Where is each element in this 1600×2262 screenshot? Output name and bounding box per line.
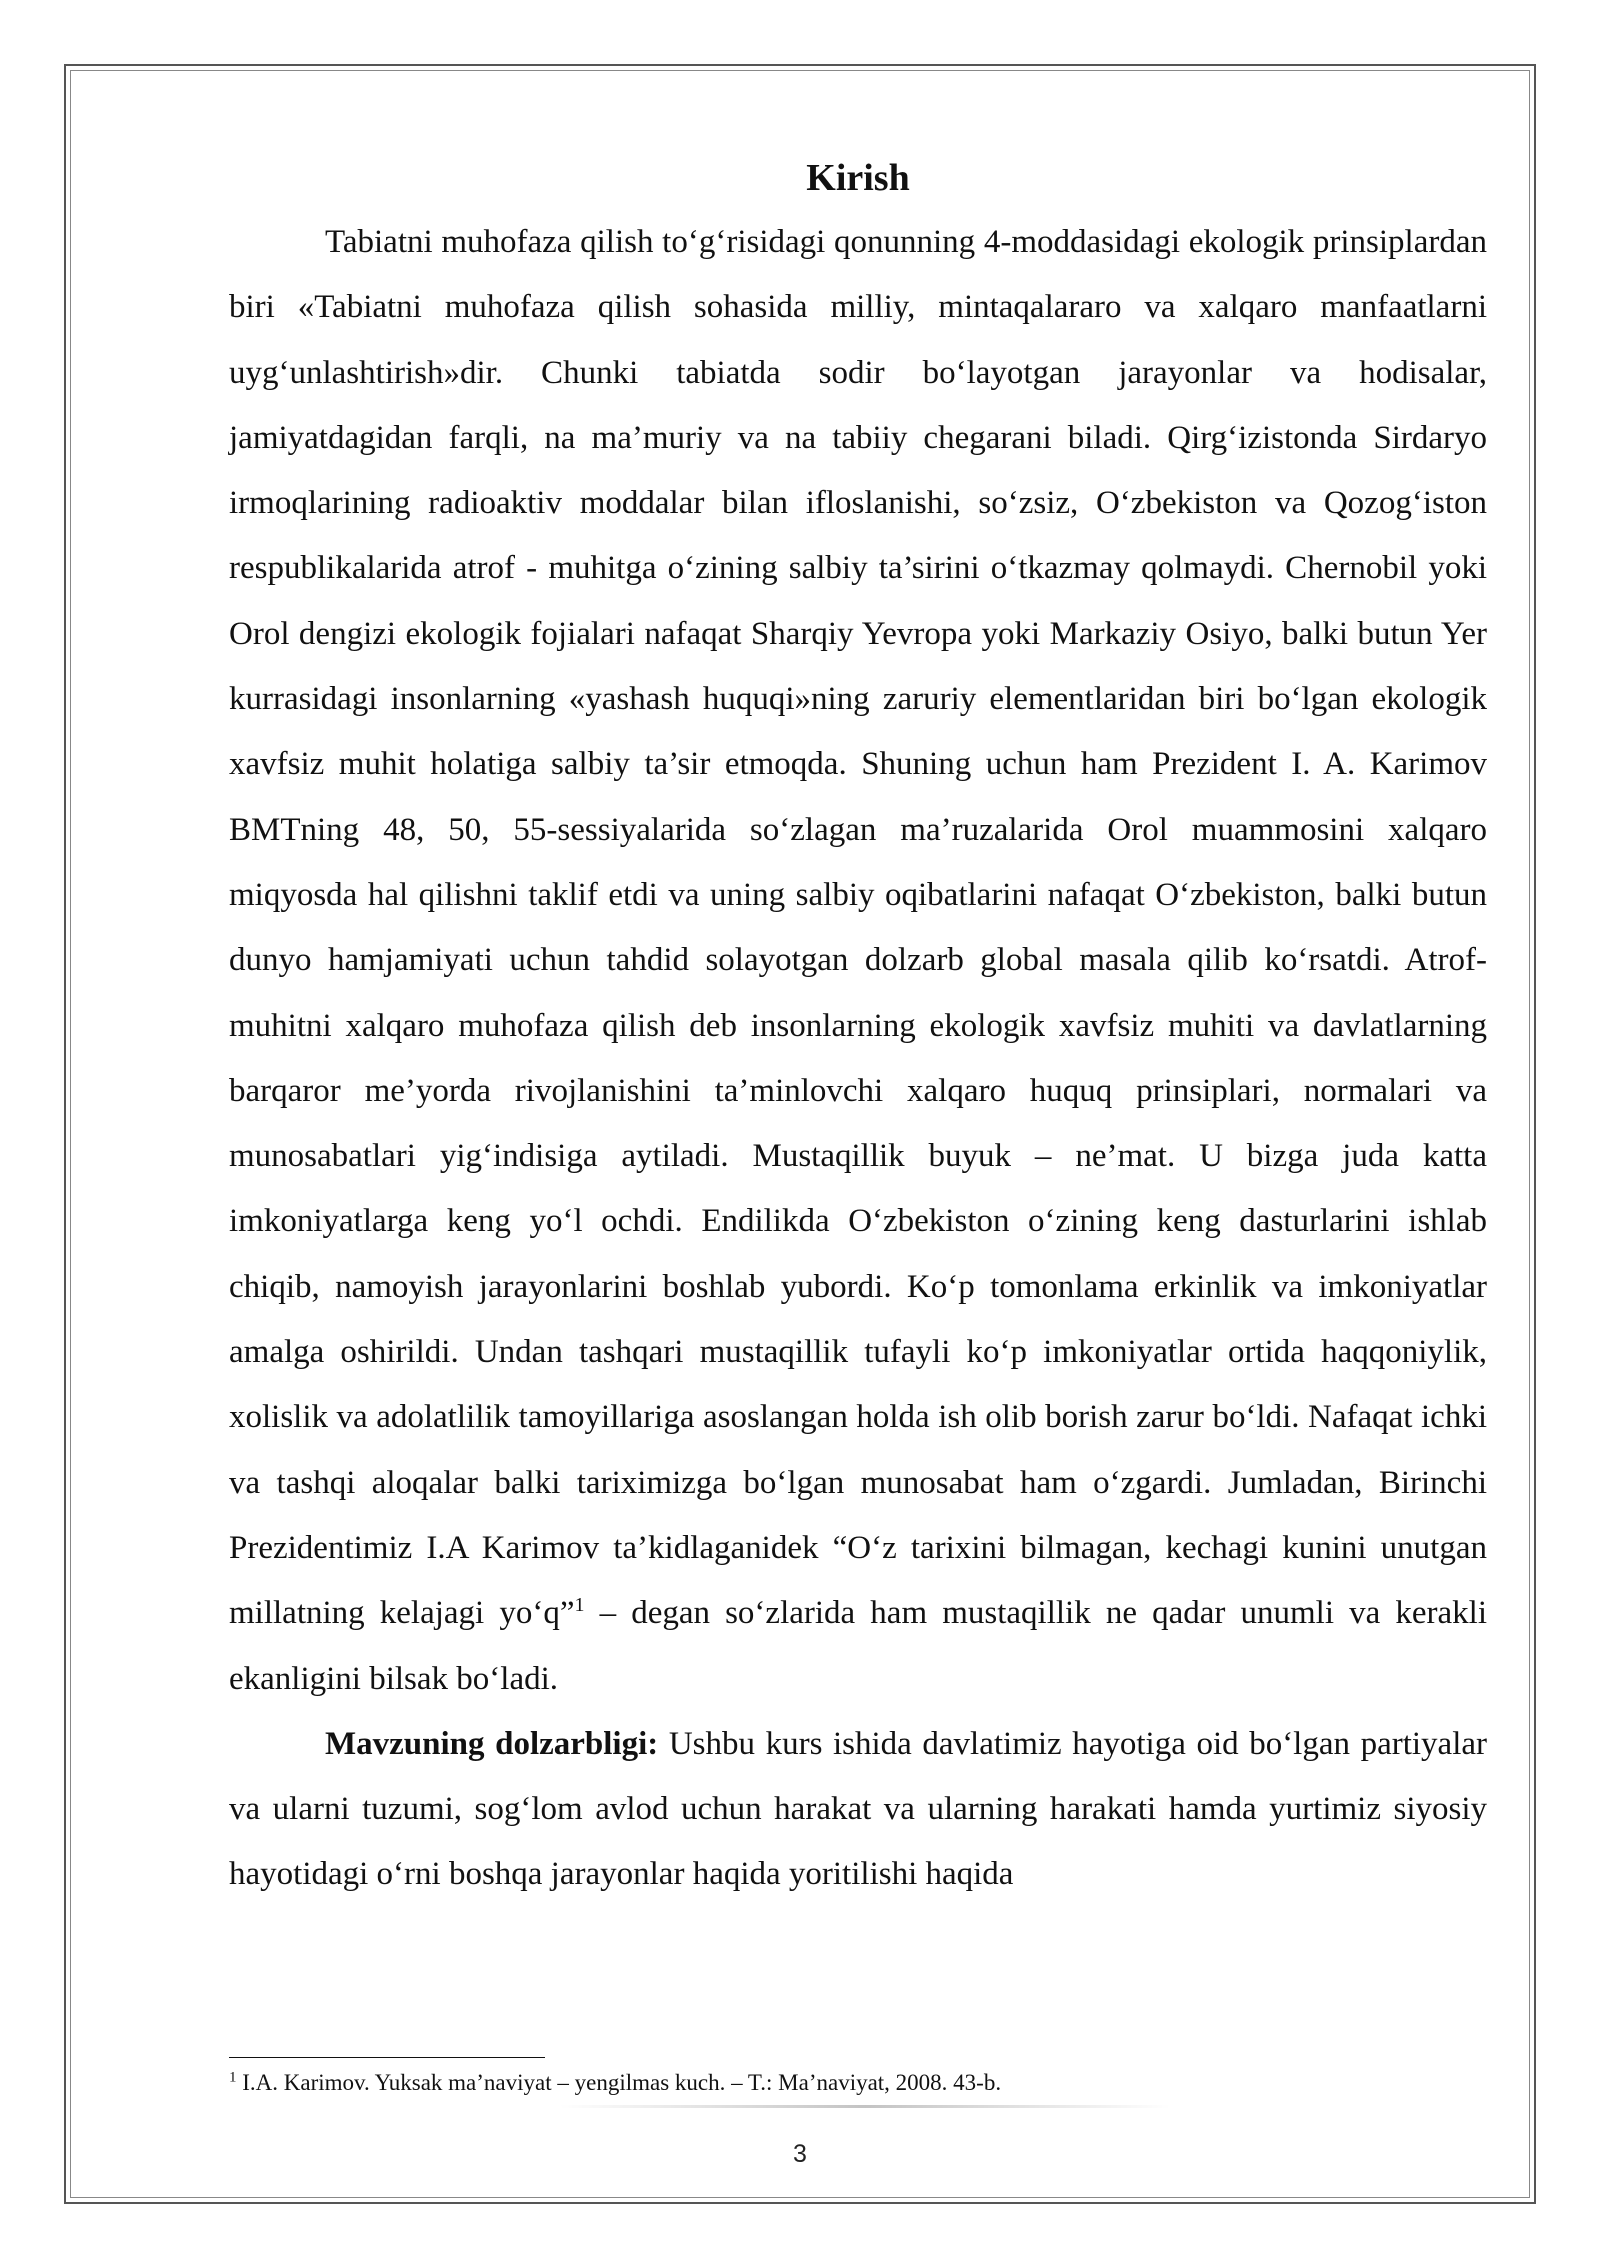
intro-paragraph bbox=[229, 210, 1487, 1712]
footnote-separator bbox=[229, 2057, 545, 2058]
footnote-marker: 1 bbox=[229, 2069, 237, 2086]
document-body bbox=[229, 146, 1487, 1908]
footnote bbox=[229, 2068, 1487, 2098]
scan-smudge bbox=[560, 2105, 1170, 2108]
footnote-text: I.A. Karimov. Yuksak ma’naviyat – yengilmas kuch. – T.: Ma’naviyat, 2008. 43-b. bbox=[236, 2070, 1002, 2095]
page-number: 3 bbox=[793, 2140, 807, 2168]
relevance-heading: Mavzuning dolzarbligi: bbox=[325, 1725, 659, 1762]
footnote-reference[interactable]: 1 bbox=[574, 1594, 585, 1617]
intro-paragraph-text: Tabiatni muhofaza qilish to‘g‘risidagi qonunning 4-moddasidagi ekologik prinsiplardan biri «Tabiatni muhofaza qilish sohasida milliy, mintaqalararo va xalqaro manfaatlarni uyg‘unlashtirish»dir. Chunki tabiatda sodir bo‘layotgan jarayonlar va hodisalar, jamiyatdagidan farqli, na ma’muriy va na tabiiy chegarani biladi. Qirg‘izistonda Sirdaryo irmoqlarining radioaktiv moddalar bilan ifloslanishi, so‘zsiz, O‘zbekiston va Qozog‘iston respublikalarida atrof - muhitga o‘zining salbiy ta’sirini o‘tkazmay qolmaydi. Chernobil yoki Orol dengizi ekologik fojialari nafaqat Sharqiy Yevropa yoki Markaziy Osiyo, balki butun Yer kurrasidagi insonlarning «yashash huquqi»ning zaruriy elementlaridan biri bo‘lgan ekologik xavfsiz muhit holatiga salbiy ta’sir etmoqda. Shuning uchun ham Prezident I. A. Karimov BMTning 48, 50, 55-sessiyalarida so‘zlagan ma’ruzalarida Orol muammosini xalqaro miqyosda hal qilishni taklif etdi va uning salbiy oqibatlarini nafaqat O‘zbekiston, balki butun dunyo hamjamiyati uchun tahdid solayotgan dolzarb global masala qilib ko‘rsatdi. Atrof-muhitni xalqaro muhofaza qilish deb insonlarning ekologik xavfsiz muhiti va davlatlarning barqaror me’yorda rivojlanishini ta’minlovchi xalqaro huquq prinsiplari, normalari va munosabatlari yig‘indisiga aytiladi. Mustaqillik buyuk – ne’mat. U bizga juda katta imkoniyatlarga keng yo‘l ochdi. Endilikda O‘zbekiston o‘zining keng dasturlarini ishlab chiqib, namoyish jarayonlarini boshlab yubordi. Ko‘p tomonlama erkinlik va imkoniyatlar amalga oshirildi. Undan tashqari mustaqillik tufayli ko‘p imkoniyatlar ortida haqqoniylik, xolislik va adolatlilik tamoyillariga asoslangan holda ish olib borish zarur bo‘ldi. Nafaqat ichki va tashqi aloqalar balki tariximizga bo‘lgan munosabat ham o‘zgardi. Jumladan, Birinchi Prezidentimiz I.A Karimov ta’kidlaganidek “O‘z tarixini bilmagan, kechagi kunini unutgan millatning kelajagi yo‘q” bbox=[229, 224, 1487, 1632]
relevance-paragraph bbox=[229, 1712, 1487, 1908]
section-title: Kirish bbox=[806, 157, 910, 199]
relevance-text: Ushbu kurs ishida davlatimiz hayotiga oid bo‘lgan partiyalar va ularni tuzumi, sog‘lom avlod uchun harakat va ularning harakati hamda yurtimiz siyosiy hayotidagi o‘rni boshqa jarayonlar haqida yoritilishi haqida bbox=[229, 1725, 1487, 1893]
intro-paragraph-continuation: – degan so‘zlarida ham mustaqillik ne qadar unumli va kerakli ekanligini bilsak bo‘ladi. bbox=[229, 1595, 1487, 1697]
